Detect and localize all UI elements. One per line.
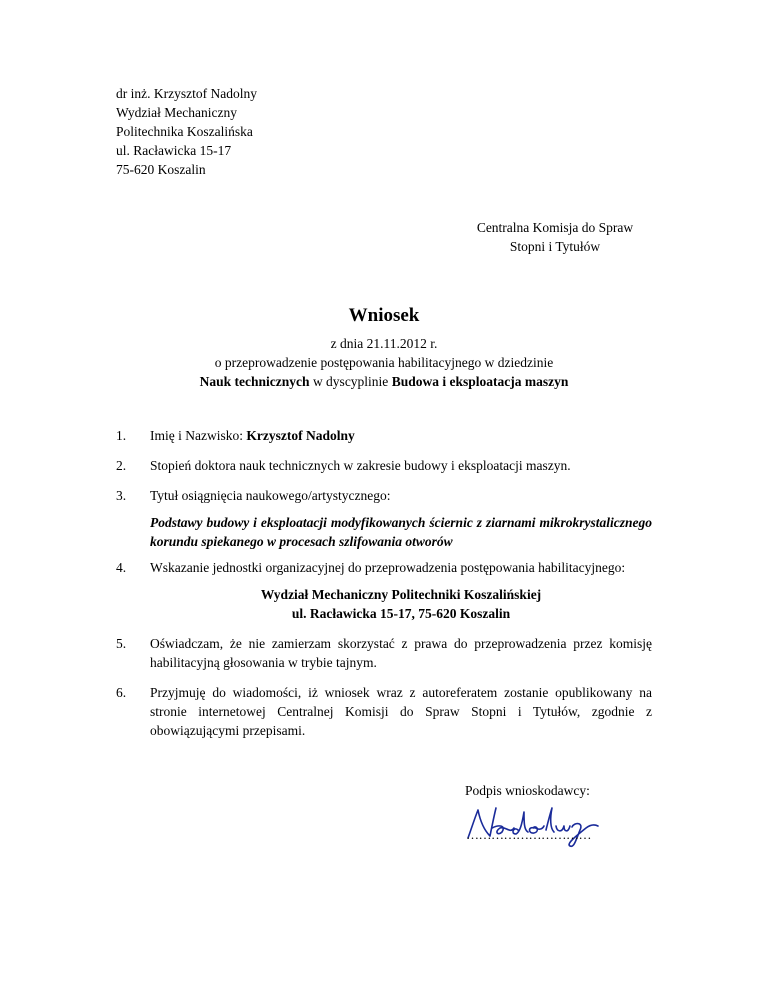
recipient-line-1: Centralna Komisja do Spraw bbox=[476, 220, 634, 235]
achievement-title: Podstawy budowy i eksploatacji modyfikowanych ściernic z ziarnami mikrokrystalicznego korundu spiekanego w procesach szlifowania otworów bbox=[150, 515, 652, 549]
item-text: Tytuł osiągnięcia naukowego/artystycznego: bbox=[150, 488, 391, 503]
item-text: Stopień doktora nauk technicznych w zakresie budowy i eksploatacji maszyn. bbox=[150, 458, 571, 473]
unit-address: ul. Racławicka 15-17, 75-620 Koszalin bbox=[291, 606, 511, 621]
sender-university: Politechnika Koszalińska bbox=[116, 124, 253, 139]
list-item bbox=[116, 456, 652, 475]
applicant-name: Krzysztof Nadolny bbox=[246, 428, 355, 443]
field-name: Nauk technicznych bbox=[199, 374, 310, 389]
purpose-line: o przeprowadzenie postępowania habilitacyjnego w dziedzinie bbox=[214, 355, 554, 370]
organizational-unit bbox=[150, 585, 652, 623]
document-subtitle bbox=[0, 334, 768, 391]
item-text: Przyjmuję do wiadomości, iż wniosek wraz z autoreferatem zostanie opublikowany na stronie internetowej Centralnej Komisji do Spraw Stopni i Tytułów, zgodnie z obowiązującymi przepisami. bbox=[150, 685, 652, 738]
signature-line: ………………………… bbox=[466, 827, 591, 842]
sender-faculty: Wydział Mechaniczny bbox=[116, 105, 238, 120]
signature-label: Podpis wnioskodawcy: bbox=[465, 783, 590, 798]
sender-address bbox=[116, 84, 257, 179]
item-text: Wskazanie jednostki organizacyjnej do przeprowadzenia postępowania habilitacyjnego: bbox=[150, 560, 626, 575]
list-item bbox=[116, 426, 652, 445]
date-line: z dnia 21.11.2012 r. bbox=[330, 336, 438, 351]
list-item bbox=[116, 486, 652, 551]
item-text: Imię i Nazwisko: bbox=[150, 428, 247, 443]
unit-name: Wydział Mechaniczny Politechniki Koszalińskiej bbox=[260, 587, 542, 602]
list-item bbox=[116, 634, 652, 672]
application-items bbox=[116, 426, 652, 740]
discipline-name: Budowa i eksploatacja maszyn bbox=[391, 374, 569, 389]
sender-name: dr inż. Krzysztof Nadolny bbox=[116, 86, 257, 101]
sender-street: ul. Racławicka 15-17 bbox=[116, 143, 232, 158]
document-title: Wniosek bbox=[348, 305, 420, 326]
field-line bbox=[0, 372, 768, 391]
recipient-line-2: Stopni i Tytułów bbox=[509, 239, 601, 254]
list-item bbox=[116, 558, 652, 623]
field-connector: w dyscyplinie bbox=[309, 374, 392, 389]
item-number: 3. bbox=[116, 488, 127, 503]
item-text: Oświadczam, że nie zamierzam skorzystać z prawa do przeprowadzenia przez komisję habilitacyjną głosowania w trybie tajnym. bbox=[150, 636, 652, 670]
item-number: 4. bbox=[116, 560, 127, 575]
list-item bbox=[116, 683, 652, 740]
item-number: 6. bbox=[116, 685, 127, 700]
recipient-address bbox=[440, 218, 670, 256]
item-number: 5. bbox=[116, 636, 127, 651]
item-number: 1. bbox=[116, 428, 127, 443]
item-number: 2. bbox=[116, 458, 127, 473]
sender-city: 75-620 Koszalin bbox=[116, 162, 206, 177]
